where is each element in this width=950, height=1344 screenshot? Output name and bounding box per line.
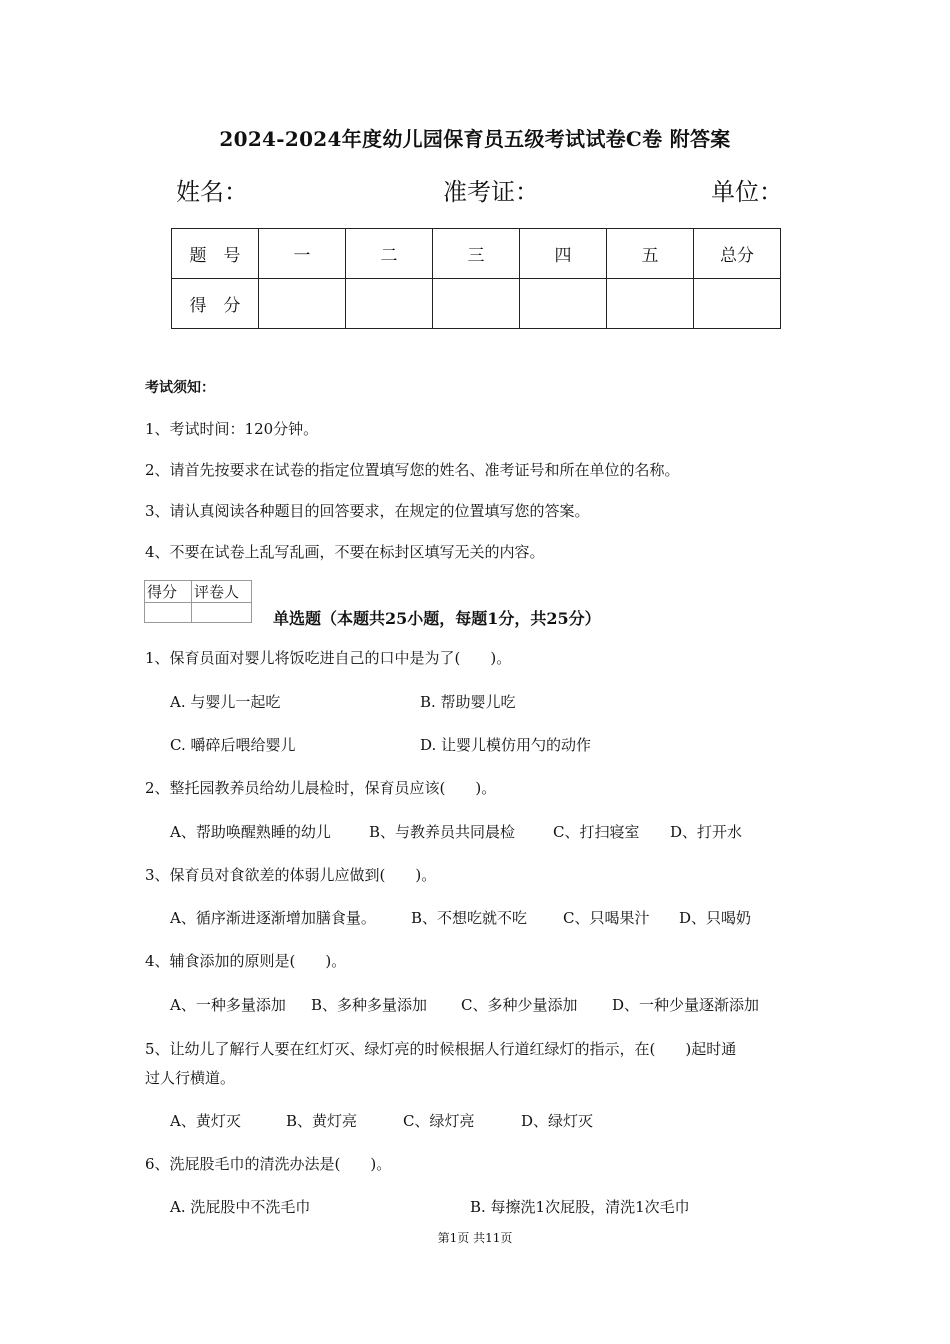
grader-blank-cell (145, 603, 192, 623)
question-6-option-a: A. 洗屁股中不洗毛巾 (170, 1198, 311, 1216)
notice-item: 4、不要在试卷上乱写乱画，不要在标封区填写无关的内容。 (145, 543, 545, 561)
grader-reviewer-label: 评卷人 (192, 581, 252, 603)
question-5-option-a: A、黄灯灭 (170, 1112, 241, 1130)
score-table-cell: 总分 (694, 229, 781, 279)
grader-score-label: 得分 (145, 581, 192, 603)
question-2-text: 2、整托园教养员给幼儿晨检时，保育员应该( )。 (145, 779, 497, 797)
question-5-text-continued: 过人行横道。 (145, 1069, 236, 1087)
question-1-option-c: C. 嚼碎后喂给婴儿 (170, 736, 296, 754)
score-blank-cell (433, 279, 520, 329)
score-table-cell: 得 分 (172, 279, 259, 329)
question-3-text: 3、保育员对食欲差的体弱儿应做到( )。 (145, 866, 437, 884)
score-table-cell: 一 (259, 229, 346, 279)
section-title: 单选题（本题共25小题，每题1分，共25分） (273, 609, 601, 628)
notice-item: 1、考试时间：120分钟。 (145, 420, 319, 438)
question-3-option-a: A、循序渐进逐渐增加膳食量。 (170, 909, 376, 927)
notice-item: 2、请首先按要求在试卷的指定位置填写您的姓名、准考证号和所在单位的名称。 (145, 461, 680, 479)
question-6-option-b: B. 每擦洗1次屁股，清洗1次毛巾 (470, 1198, 690, 1216)
question-1-option-a: A. 与婴儿一起吃 (170, 693, 281, 711)
question-5-text: 5、让幼儿了解行人要在红灯灭、绿灯亮的时候根据人行道红绿灯的指示，在( )起时通 (145, 1040, 737, 1058)
score-table-cell: 题 号 (172, 229, 259, 279)
score-blank-cell (346, 279, 433, 329)
score-table-cell: 四 (520, 229, 607, 279)
question-2-option-a: A、帮助唤醒熟睡的幼儿 (170, 823, 331, 841)
score-table (171, 228, 781, 329)
question-4-option-b: B、多种多量添加 (311, 996, 428, 1014)
question-4-text: 4、辅食添加的原则是( )。 (145, 952, 347, 970)
unit-field-label: 单位： (711, 178, 783, 206)
question-2-option-b: B、与教养员共同晨检 (369, 823, 516, 841)
page-footer: 第1页 共11页 (437, 1231, 513, 1245)
question-4-option-d: D、一种少量逐渐添加 (612, 996, 760, 1014)
score-table-cell: 三 (433, 229, 520, 279)
score-blank-cell (694, 279, 781, 329)
question-3-option-b: B、不想吃就不吃 (411, 909, 528, 927)
score-table-header-row (172, 229, 781, 279)
score-table-cell: 五 (607, 229, 694, 279)
question-4-option-a: A、一种多量添加 (170, 996, 286, 1014)
question-1-option-d: D. 让婴儿模仿用勺的动作 (420, 736, 592, 754)
score-blank-cell (520, 279, 607, 329)
page-title: 2024-2024年度幼儿园保育员五级考试试卷C卷 附答案 (219, 127, 731, 151)
question-4-option-c: C、多种少量添加 (461, 996, 578, 1014)
question-2-option-d: D、打开水 (670, 823, 743, 841)
grader-blank-cell (192, 603, 252, 623)
question-5-option-d: D、绿灯灭 (521, 1112, 594, 1130)
exam-number-field-label: 准考证： (443, 178, 539, 206)
question-1-option-b: B. 帮助婴儿吃 (420, 693, 516, 711)
question-6-text: 6、洗屁股毛巾的清洗办法是( )。 (145, 1155, 392, 1173)
notice-item: 3、请认真阅读各种题目的回答要求，在规定的位置填写您的答案。 (145, 502, 590, 520)
score-blank-cell (259, 279, 346, 329)
question-3-option-c: C、只喝果汁 (563, 909, 650, 927)
question-1-text: 1、保育员面对婴儿将饭吃进自己的口中是为了( )。 (145, 649, 512, 667)
notice-heading: 考试须知： (145, 380, 215, 396)
grader-box (144, 580, 252, 623)
question-5-option-c: C、绿灯亮 (403, 1112, 475, 1130)
name-field-label: 姓名： (176, 178, 248, 206)
score-table-cell: 二 (346, 229, 433, 279)
question-5-option-b: B、黄灯亮 (286, 1112, 358, 1130)
score-blank-cell (607, 279, 694, 329)
score-table-score-row (172, 279, 781, 329)
question-3-option-d: D、只喝奶 (679, 909, 752, 927)
question-2-option-c: C、打扫寝室 (553, 823, 640, 841)
